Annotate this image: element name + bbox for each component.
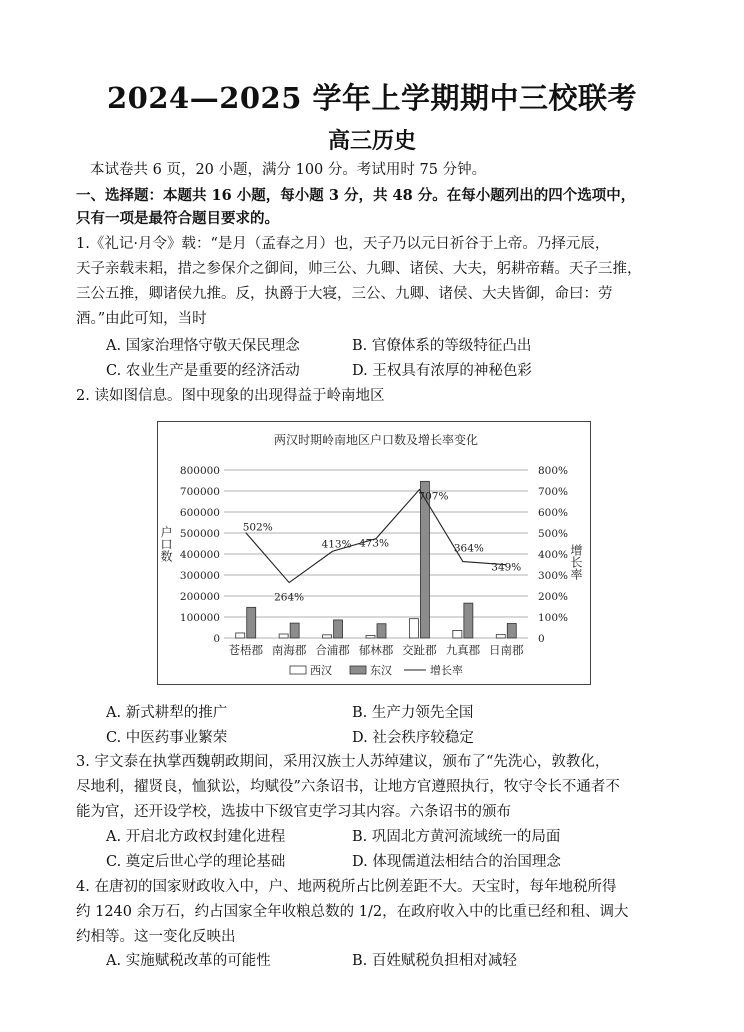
- y-tick-label: 400000: [179, 549, 220, 561]
- bar-donghan: [334, 620, 343, 638]
- q4-line-3: 约相等。这一变化反映出: [76, 929, 236, 945]
- bar-xihan: [279, 634, 288, 638]
- q3-line-2: 尽地利，擢贤良，恤狱讼，均赋役”六条诏书，让地方官遵照执行，牧守令长不通者不: [76, 779, 620, 795]
- bar-xihan: [366, 635, 375, 638]
- q2-option-b: B. 生产力领先全国: [352, 705, 474, 721]
- y2-tick-label: 500%: [538, 528, 569, 540]
- y2-tick-label: 800%: [538, 465, 569, 477]
- legend-swatch-xihan: [290, 666, 306, 674]
- y2-axis-label: 增长率: [569, 544, 583, 580]
- exam-subtitle: 高三历史: [327, 128, 416, 154]
- q1-line-4: 酒。”由此可知，当时: [76, 311, 207, 327]
- x-tick-label: 九真郡: [445, 643, 481, 657]
- q1-option-c: C. 农业生产是重要的经济活动: [106, 363, 300, 379]
- legend-label-donghan: 东汉: [370, 664, 392, 677]
- x-tick-label: 日南郡: [489, 643, 524, 657]
- y-tick-label: 0: [213, 633, 220, 645]
- y2-tick-label: 600%: [538, 507, 569, 519]
- q1-line-3: 三公五推，卿诸侯九推。反，执爵于大寝，三公、九卿、诸侯、大夫皆御，命曰：劳: [76, 286, 613, 302]
- q3-line-1: 3. 宇文泰在执掌西魏朝政期间，采用汉族士人苏绰建议，颁布了“先洗心，敦教化，: [76, 754, 610, 770]
- q1-line-1: 1.《礼记·月令》载：“是月（孟春之月）也，天子乃以元日祈谷于上帝。乃择元辰，: [76, 236, 610, 252]
- q3-option-a: A. 开启北方政权封建化进程: [106, 829, 286, 845]
- data-label-growth: 413%: [321, 538, 352, 551]
- x-tick-label: 郁林郡: [358, 643, 394, 657]
- data-label-growth: 349%: [491, 561, 522, 574]
- q3-option-c: C. 奠定后世心学的理论基础: [106, 854, 286, 870]
- bar-donghan: [247, 607, 256, 638]
- x-tick-label: 苍梧郡: [228, 643, 263, 657]
- bar-xihan: [453, 630, 462, 638]
- q4-line-2: 约 1240 余万石，约占国家全年收粮总数的 1/2，在政府收入中的比重已经和租、调大: [76, 904, 629, 920]
- y-axis-label: 户口数: [159, 526, 173, 562]
- bar-donghan: [290, 623, 299, 638]
- bar-xihan: [496, 635, 505, 638]
- y2-tick-label: 200%: [538, 591, 569, 603]
- y-tick-label: 100000: [179, 612, 220, 624]
- q1-line-2: 天子亲载耒耜，措之参保介之御间，帅三公、九卿、诸侯、大夫，躬耕帝藉。天子三推，: [76, 261, 642, 277]
- bar-xihan: [323, 635, 332, 638]
- q2-stem: 2. 读如图信息。图中现象的出现得益于岭南地区: [76, 388, 385, 404]
- section-heading-line2: 只有一项是最符合题目要求的。: [76, 210, 279, 227]
- q4-option-b: B. 百姓赋税负担相对减轻: [352, 953, 517, 969]
- legend-label-xihan: 西汉: [310, 664, 332, 677]
- y2-tick-label: 300%: [538, 570, 569, 582]
- x-tick-label: 交趾郡: [402, 643, 437, 657]
- x-tick-label: 南海郡: [271, 643, 307, 657]
- x-tick-label: 合浦郡: [315, 643, 350, 657]
- y2-tick-label: 400%: [538, 549, 569, 561]
- q3-option-b: B. 巩固北方黄河流域统一的局面: [352, 829, 561, 845]
- y2-tick-label: 100%: [538, 612, 569, 624]
- bar-donghan: [464, 603, 473, 638]
- y-tick-label: 200000: [179, 591, 220, 603]
- population-chart: [158, 422, 590, 684]
- exam-title: 2024—2025 学年上学期期中三校联考: [106, 81, 638, 115]
- q4-option-a: A. 实施赋税改革的可能性: [106, 953, 271, 969]
- q3-option-d: D. 体现儒道法相结合的治国理念: [352, 854, 561, 870]
- bar-donghan: [507, 624, 516, 638]
- q1-option-a: A. 国家治理恪守敬天保民理念: [106, 338, 300, 354]
- y-tick-label: 800000: [179, 465, 220, 477]
- data-label-growth: 364%: [453, 542, 484, 555]
- y2-tick-label: 700%: [538, 486, 569, 498]
- data-label-growth: 502%: [242, 521, 273, 534]
- chart-frame: [157, 421, 591, 685]
- q2-option-c: C. 中医药事业繁荣: [106, 730, 228, 746]
- chart-title: 两汉时期岭南地区户口数及增长率变化: [273, 433, 479, 447]
- section-heading-line1: 一、选择题：本题共 16 小题，每小题 3 分，共 48 分。在每小题列出的四个选项中，: [76, 187, 636, 204]
- data-label-growth: 707%: [418, 490, 449, 503]
- y2-tick-label: 0: [538, 633, 545, 645]
- bar-xihan: [236, 633, 245, 638]
- q1-option-d: D. 王权具有浓厚的神秘色彩: [352, 363, 532, 379]
- y-tick-label: 700000: [179, 486, 220, 498]
- data-label-growth: 473%: [358, 537, 390, 550]
- q3-line-3: 能为官，还开设学校，选拔中下级官吏学习其内容。六条诏书的颁布: [76, 804, 511, 820]
- bar-donghan: [377, 624, 386, 638]
- y-tick-label: 600000: [179, 507, 220, 519]
- legend-swatch-donghan: [350, 666, 366, 674]
- q2-option-a: A. 新式耕犁的推广: [106, 705, 228, 721]
- series-line-growth: [246, 490, 507, 583]
- data-label-growth: 264%: [274, 591, 305, 604]
- y-tick-label: 300000: [179, 570, 220, 582]
- q4-line-1: 4. 在唐初的国家财政收入中，户、地两税所占比例差距不大。天宝时，每年地税所得: [76, 879, 617, 895]
- bar-xihan: [409, 619, 418, 638]
- exam-intro: 本试卷共 6 页，20 小题，满分 100 分。考试用时 75 分钟。: [90, 162, 487, 178]
- legend-label-growth: 增长率: [430, 664, 463, 677]
- q2-option-d: D. 社会秩序较稳定: [352, 730, 474, 746]
- y-tick-label: 500000: [179, 528, 220, 540]
- q1-option-b: B. 官僚体系的等级特征凸出: [352, 338, 532, 354]
